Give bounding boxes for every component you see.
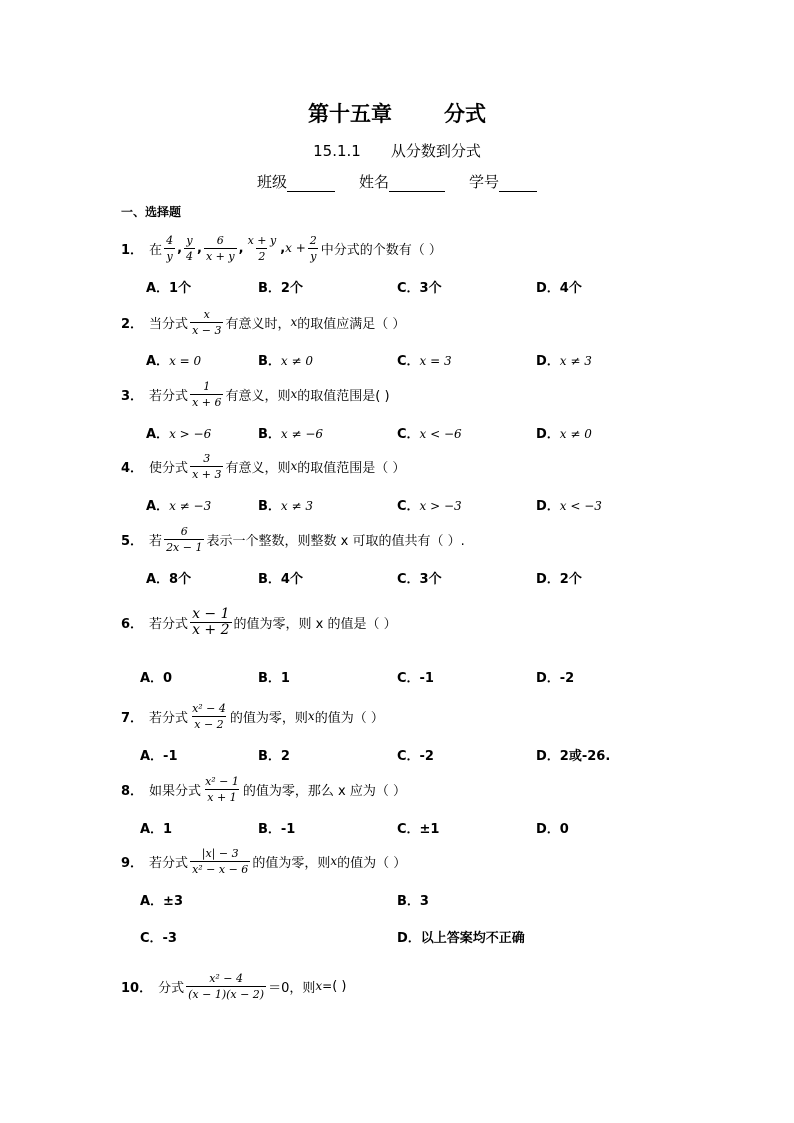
option-label: B．-1 — [258, 822, 296, 837]
option-label: D．以上答案均不正确 — [397, 931, 525, 946]
id-label: 学号 — [469, 173, 500, 191]
option-value: x ≠ −6 — [280, 427, 324, 441]
option-label: D．2或-26. — [536, 749, 611, 764]
question-text: 有意义时， — [225, 316, 291, 332]
option-label: D．4个 — [536, 281, 582, 296]
option-b[interactable] — [258, 818, 295, 837]
option-d[interactable] — [536, 495, 602, 514]
class-label: 班级 — [256, 173, 287, 191]
option-c[interactable] — [397, 495, 462, 514]
variable: x — [307, 709, 315, 723]
student-info-fields — [0, 171, 794, 192]
denominator: x + 3 — [192, 467, 222, 481]
expression-lead: x + — [285, 241, 306, 255]
option-label: B． — [258, 354, 281, 369]
numerator: 4 — [166, 233, 174, 247]
question-text: 表示一个整数，则整数 x 可取的值共有（ ）. — [206, 533, 465, 549]
option-label: D． — [536, 499, 560, 514]
denominator: x + 2 — [192, 621, 230, 638]
denominator: x + 6 — [192, 395, 222, 409]
question-number: 5． — [121, 533, 144, 549]
option-b[interactable] — [258, 423, 323, 442]
option-label: D．-2 — [536, 671, 575, 686]
option-label: A． — [146, 499, 170, 514]
question-5 — [121, 519, 465, 559]
question-text: 有意义，则 — [225, 460, 291, 476]
option-label: A． — [146, 354, 170, 369]
option-b[interactable] — [258, 667, 290, 686]
option-value: x ≠ 3 — [559, 354, 592, 368]
option-label: A．1个 — [146, 281, 192, 296]
question-4 — [121, 446, 405, 486]
option-value: x = 0 — [169, 354, 202, 368]
option-label: B．2个 — [258, 281, 303, 296]
option-label: A．-1 — [140, 749, 178, 764]
option-c[interactable] — [397, 277, 442, 296]
question-text: 使分式 — [149, 460, 189, 476]
option-label: D． — [536, 427, 560, 442]
question-text: ＝0，则 — [268, 980, 316, 996]
question-text: 的值为零，则 — [229, 710, 308, 726]
variable: x — [290, 387, 298, 401]
option-d[interactable] — [536, 277, 582, 296]
question-2 — [121, 302, 405, 342]
option-b[interactable] — [258, 495, 313, 514]
question-number: 6． — [121, 616, 144, 632]
option-d[interactable] — [397, 927, 525, 946]
section-title: 从分数到分式 — [390, 142, 481, 160]
option-label: C． — [397, 354, 420, 369]
question-10 — [121, 966, 347, 1006]
fraction — [190, 380, 223, 409]
question-text: 的值为零，则 — [252, 855, 331, 871]
denominator: 4 — [186, 249, 194, 263]
option-c[interactable] — [140, 927, 177, 946]
variable: x — [290, 459, 298, 473]
option-d[interactable] — [536, 745, 610, 764]
option-label: A．0 — [140, 671, 173, 686]
numerator: x + y — [247, 233, 277, 247]
option-c[interactable] — [397, 350, 452, 369]
name-label: 姓名 — [358, 173, 389, 191]
option-label: B．1 — [258, 671, 290, 686]
section-number: 15.1.1 — [313, 142, 361, 160]
option-d[interactable] — [536, 423, 592, 442]
question-8 — [121, 769, 406, 809]
question-9 — [121, 841, 406, 881]
question-7 — [121, 696, 384, 736]
option-label: C．-2 — [397, 749, 434, 764]
question-3 — [121, 374, 390, 414]
option-value: x ≠ 0 — [280, 354, 314, 368]
question-number: 3． — [121, 388, 144, 404]
numerator: 2 — [309, 233, 317, 247]
option-label: C．±1 — [397, 822, 440, 837]
option-label: C．-3 — [140, 931, 177, 946]
question-text: 分式 — [158, 980, 185, 996]
variable: x — [290, 315, 298, 329]
question-text: 的值为（ ） — [314, 710, 384, 726]
question-text: ( ) — [332, 978, 347, 994]
denominator: y — [166, 249, 173, 263]
question-number: 4． — [121, 460, 144, 476]
option-label: D． — [536, 354, 560, 369]
option-value: x = 3 — [419, 354, 452, 368]
option-d[interactable] — [536, 350, 592, 369]
option-c[interactable] — [397, 568, 442, 587]
denominator: y — [310, 249, 317, 263]
option-c[interactable] — [397, 818, 439, 837]
denominator: x − 2 — [194, 717, 224, 731]
fraction — [186, 972, 266, 1001]
numerator: y — [186, 233, 193, 247]
option-value: x < −3 — [559, 499, 602, 513]
option-b[interactable] — [397, 890, 429, 909]
option-a[interactable] — [146, 350, 201, 369]
denominator: x − 3 — [192, 323, 222, 337]
option-label: B．3 — [397, 894, 429, 909]
option-a[interactable] — [140, 667, 172, 686]
question-text: 如果分式 — [149, 783, 202, 799]
variable: x — [330, 854, 338, 868]
question-number: 9． — [121, 855, 144, 871]
option-label: A．1 — [140, 822, 173, 837]
numerator: x² − 4 — [192, 701, 226, 715]
numerator: 1 — [203, 379, 211, 393]
option-label: A．±3 — [140, 894, 183, 909]
chapter-label: 第十五章 — [308, 102, 392, 126]
option-a[interactable] — [140, 745, 178, 764]
question-text: 的取值应满足（ ） — [297, 316, 406, 332]
option-c[interactable] — [397, 667, 434, 686]
question-number: 2． — [121, 316, 144, 332]
option-label: C． — [397, 427, 420, 442]
denominator: 2x − 1 — [166, 540, 203, 554]
question-text: 的取值范围是（ ） — [297, 460, 406, 476]
question-text: 的值为零，则 x 的值是（ ） — [233, 616, 397, 632]
section-heading: 一、选择题 — [121, 205, 182, 219]
option-a[interactable] — [146, 423, 211, 442]
option-label: B．4个 — [258, 572, 303, 587]
option-label: B． — [258, 427, 281, 442]
denominator: x² − x − 6 — [192, 862, 249, 876]
option-c[interactable] — [397, 745, 434, 764]
option-label: D．0 — [536, 822, 569, 837]
option-value: x > −6 — [169, 427, 212, 441]
option-d[interactable] — [536, 667, 574, 686]
numerator: 3 — [203, 451, 211, 465]
fraction — [203, 775, 241, 804]
numerator: 6 — [216, 233, 224, 247]
fraction — [204, 234, 237, 263]
option-value: x ≠ 0 — [559, 427, 592, 441]
option-c[interactable] — [397, 423, 462, 442]
option-d[interactable] — [536, 818, 569, 837]
fraction — [308, 234, 319, 263]
option-label: D．2个 — [536, 572, 582, 587]
option-label: A．8个 — [146, 572, 192, 587]
option-value: x > −3 — [419, 499, 462, 513]
option-value: x ≠ 3 — [280, 499, 314, 513]
id-blank[interactable] — [499, 177, 537, 192]
chapter-topic: 分式 — [444, 102, 486, 126]
option-d[interactable] — [536, 568, 582, 587]
chapter-title — [0, 98, 794, 128]
fraction — [190, 605, 231, 638]
option-label: B． — [258, 499, 281, 514]
option-label: C．3个 — [397, 281, 442, 296]
question-text: 的取值范围是( ) — [297, 388, 390, 404]
option-label: C．3个 — [397, 572, 442, 587]
question-6 — [121, 602, 397, 642]
name-blank[interactable] — [389, 177, 445, 192]
option-value: x ≠ −3 — [169, 499, 212, 513]
denominator: x + 1 — [207, 790, 237, 804]
numerator: x — [203, 307, 210, 321]
section-subtitle — [0, 140, 794, 161]
question-text: 中分式的个数有（ ） — [320, 242, 442, 258]
option-a[interactable] — [140, 818, 172, 837]
question-text: 若分式 — [149, 855, 189, 871]
option-label: C．-1 — [397, 671, 434, 686]
fraction — [184, 234, 195, 263]
question-text: 有意义，则 — [225, 388, 291, 404]
denominator: 2 — [258, 249, 266, 263]
option-a[interactable] — [146, 568, 191, 587]
question-number: 8． — [121, 783, 144, 799]
question-text: 若 — [149, 533, 163, 549]
question-text: 在 — [149, 242, 163, 258]
question-1: 1． 在 $\frac{4}{y}$ , $\frac{y}{4}$ , $\frac{6}{x + y}$ , $\frac{x + y}{2}$ , x + $\frac{2}{y}$ 中分式的个数有（ ） — [121, 233, 442, 263]
option-a[interactable] — [146, 495, 211, 514]
fraction — [190, 452, 223, 481]
fraction — [164, 525, 204, 554]
denominator: x + y — [205, 249, 235, 263]
option-value: x < −6 — [419, 427, 462, 441]
question-number: 1． — [121, 242, 144, 258]
question-text: 若分式 — [149, 616, 189, 632]
option-b[interactable] — [258, 745, 290, 764]
option-label: A． — [146, 427, 170, 442]
numerator: x² − 1 — [205, 774, 239, 788]
option-label: C． — [397, 499, 420, 514]
question-text: 的值为零，那么 x 应为（ ） — [242, 783, 406, 799]
fraction — [164, 234, 175, 263]
numerator: 6 — [180, 524, 188, 538]
fraction — [246, 234, 279, 263]
variable: x= — [315, 979, 333, 993]
option-b[interactable] — [258, 568, 303, 587]
fraction — [190, 308, 223, 337]
fraction — [190, 702, 228, 731]
question-text: 若分式 — [149, 710, 189, 726]
option-label: B．2 — [258, 749, 290, 764]
numerator: x − 1 — [192, 605, 230, 622]
fraction — [190, 847, 250, 876]
question-text: 若分式 — [149, 388, 189, 404]
option-a[interactable] — [140, 890, 183, 909]
option-b[interactable] — [258, 350, 313, 369]
class-blank[interactable] — [287, 177, 335, 192]
question-number: 10． — [121, 980, 153, 996]
numerator: |x| − 3 — [201, 846, 239, 860]
option-b[interactable] — [258, 277, 303, 296]
question-text: 当分式 — [149, 316, 189, 332]
numerator: x² − 4 — [209, 971, 244, 985]
option-a[interactable] — [146, 277, 191, 296]
question-number: 7． — [121, 710, 144, 726]
denominator: (x − 1)(x − 2) — [188, 987, 265, 1001]
question-text: 的值为（ ） — [337, 855, 407, 871]
